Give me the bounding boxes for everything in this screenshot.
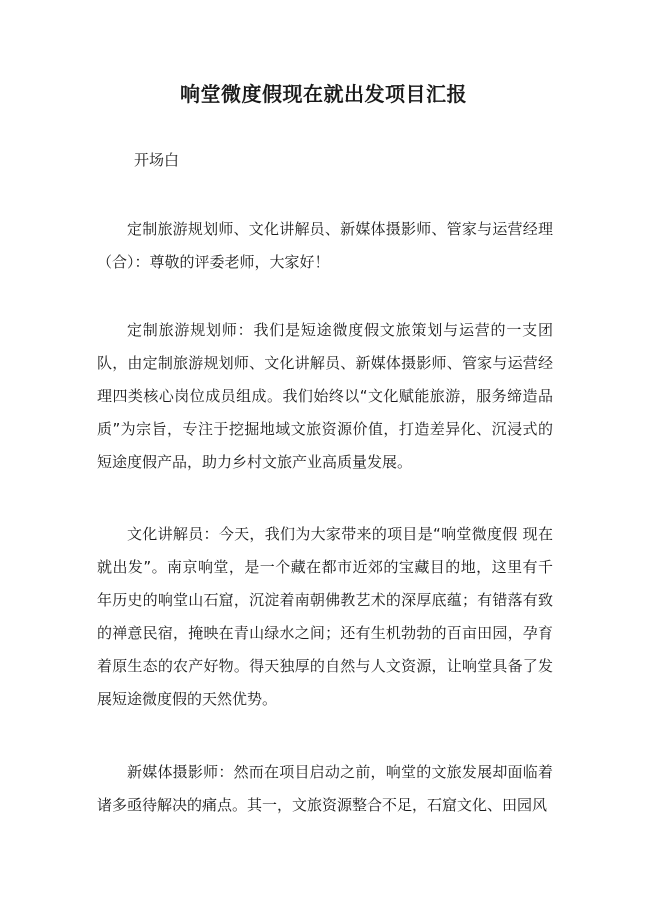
paragraph-text: 然而在项目启动之前，响堂的文旅发展却面临着诸多亟待解决的痛点。其一，文旅资源整合不足，石窟文化、田园风 bbox=[97, 763, 553, 814]
section-label: 开场白 bbox=[134, 151, 180, 169]
paragraph bbox=[97, 518, 553, 716]
paragraph-text: 尊敬的评委老师，大家好！ bbox=[149, 253, 330, 271]
paragraph-speaker: 新媒体摄影师： bbox=[127, 763, 234, 781]
paragraph bbox=[97, 756, 553, 822]
paragraph-speaker: 定制旅游规划师、文化讲解员、新媒体摄影师、管家与运营经理（合）： bbox=[97, 220, 553, 271]
paragraph-speaker: 文化讲解员： bbox=[127, 525, 219, 543]
paragraph bbox=[97, 314, 553, 479]
paragraph bbox=[97, 213, 553, 279]
paragraph-speaker: 定制旅游规划师： bbox=[127, 321, 254, 339]
paragraph-text: 今天，我们为大家带来的项目是“响堂微度假 现在就出发”。南京响堂，是一个藏在都市近郊的宝藏目的地，这里有千年历史的响堂山石窟，沉淀着南朝佛教艺术的深厚底蕴；有错落有致的禅意民宿，掩映在青山绿水之间；还有生机勃勃的百亩田园，孕育着原生态的农产好物。得天独厚的自然与人文资源，让响堂具备了发展短途微度假的天然优势。 bbox=[97, 525, 553, 708]
document-title: 响堂微度假现在就出发项目汇报 bbox=[180, 82, 467, 106]
paragraph-text: 我们是短途微度假文旅策划与运营的一支团队，由定制旅游规划师、文化讲解员、新媒体摄影师、管家与运营经理四类核心岗位成员组成。我们始终以“文化赋能旅游，服务缔造品质”为宗旨，专注于挖掘地域文旅资源价值，打造差异化、沉浸式的短途度假产品，助力乡村文旅产业高质量发展。 bbox=[97, 321, 553, 471]
